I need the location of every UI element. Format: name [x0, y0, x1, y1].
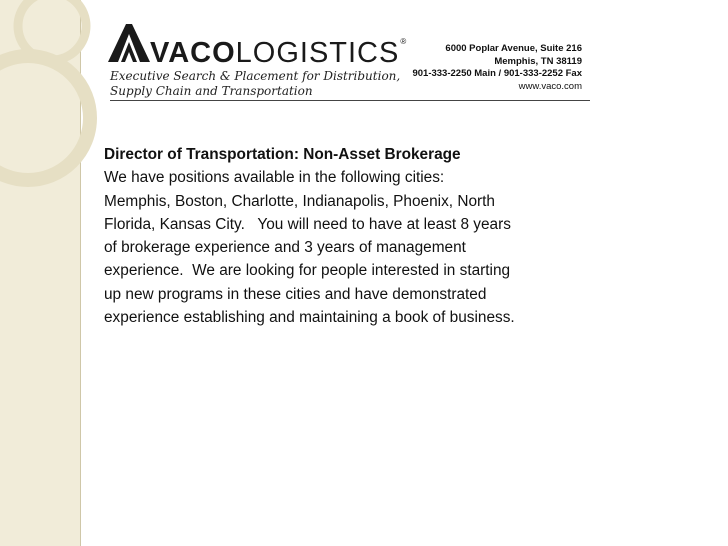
- letterhead: [100, 16, 590, 102]
- company-tagline: [110, 69, 400, 99]
- tagline-line-1: Executive Search & Placement for Distribution,: [110, 69, 401, 83]
- address-city: Memphis, TN 38119: [494, 55, 582, 67]
- company-contact-block: [412, 43, 582, 93]
- logo-light-text: LOGISTICS: [235, 37, 400, 69]
- website-link[interactable]: www.vaco.com: [518, 80, 582, 92]
- tagline-line-2: Supply Chain and Transportation: [110, 84, 313, 98]
- job-title: Director of Transportation: Non-Asset Brokerage: [104, 146, 461, 163]
- decorative-circle-large: [0, 56, 90, 180]
- phone-fax: 901-333-2250 Main / 901-333-2252 Fax: [412, 68, 582, 79]
- vaco-logo-icon: [108, 24, 150, 62]
- logo-bold-text: VACO: [150, 37, 236, 69]
- decorative-circle-small: [18, 0, 86, 60]
- job-description: We have positions available in the following cities: Memphis, Boston, Charlotte, Indianapolis, Phoenix, North Florida, Kansas City. You will need to have at least 8 years of brokerage experience and 3 years of management experience. We are looking for people interested in starting up new programs in these cities and have demonstrated experience establishing and maintaining a book of business.: [104, 169, 515, 327]
- address-street: 6000 Poplar Avenue, Suite 216: [445, 43, 582, 54]
- registered-mark: ®: [400, 37, 408, 46]
- job-posting: [104, 143, 604, 329]
- company-logo-wordmark: [150, 37, 407, 70]
- letterhead-rule: [110, 100, 590, 101]
